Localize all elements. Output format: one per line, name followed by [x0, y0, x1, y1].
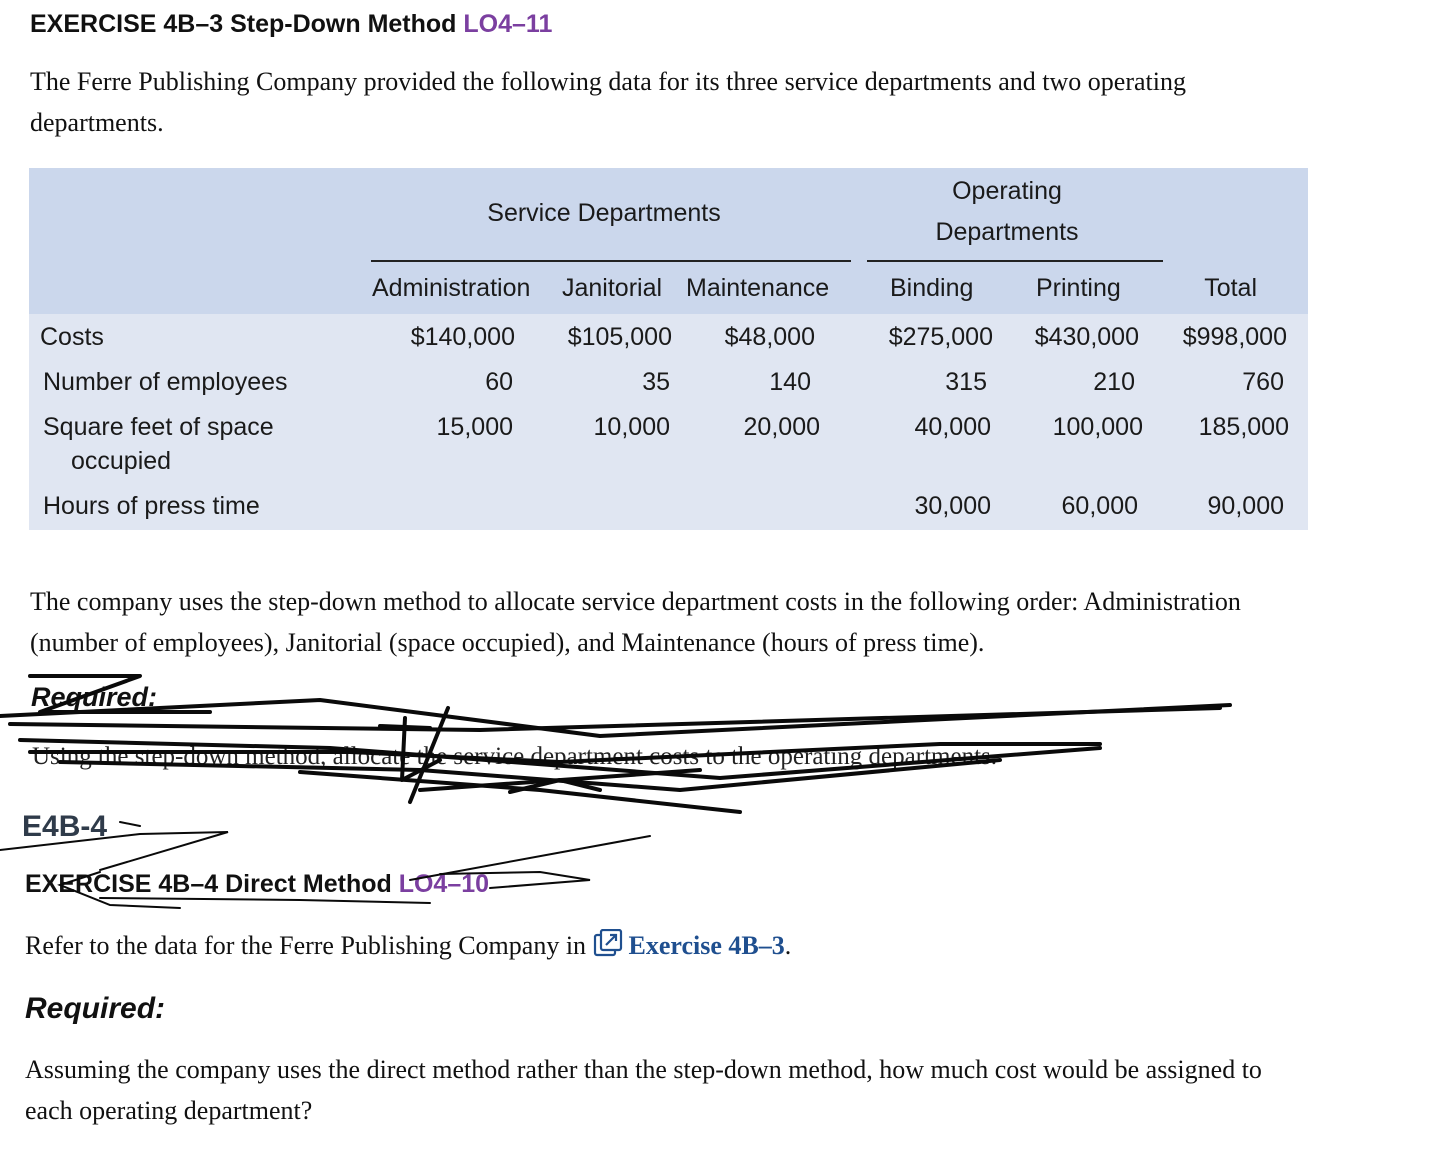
row-label-square-feet: Square feet of space — [43, 413, 274, 441]
table-cell: 60,000 — [1061, 492, 1138, 520]
exercise-4b3-heading — [30, 10, 552, 39]
col-janitorial: Janitorial — [562, 274, 663, 302]
group-service-departments: Service Departments — [487, 199, 721, 227]
table-cell: 30,000 — [914, 492, 991, 520]
col-binding: Binding — [890, 274, 974, 302]
exercise-4b3-lo: LO4–11 — [463, 10, 553, 38]
col-printing: Printing — [1036, 274, 1121, 302]
table-cell: 40,000 — [914, 413, 991, 441]
exercise-4b4-title: EXERCISE 4B–4 Direct Method — [25, 870, 392, 898]
exercise-link-label: Exercise 4B–3 — [628, 931, 785, 960]
exercise-code: E4B-4 — [22, 810, 108, 843]
table-cell: $140,000 — [410, 323, 515, 351]
table-cell: $998,000 — [1182, 323, 1287, 351]
table-cell: 760 — [1242, 368, 1284, 396]
exercise-4b4-required-text: Assuming the company uses the direct method rather than the step-down method, how much cost would be assigned to each operating department? — [25, 1055, 1262, 1125]
exercise-4b3-title: EXERCISE 4B–3 Step-Down Method — [30, 10, 457, 38]
refer-end: . — [784, 931, 792, 960]
table-cell: 315 — [945, 368, 987, 396]
exercise-4b4-heading — [25, 870, 489, 899]
table-cell: $48,000 — [724, 323, 815, 351]
exercise-link[interactable] — [593, 931, 785, 960]
external-link-icon — [593, 928, 623, 969]
row-label-costs: Costs — [40, 323, 104, 351]
row-label-press-time: Hours of press time — [43, 492, 260, 520]
table-cell: 15,000 — [436, 413, 513, 441]
data-table — [29, 168, 1308, 530]
group-operating-line2: Departments — [935, 218, 1079, 246]
table-cell: $275,000 — [888, 323, 993, 351]
exercise-4b4-required-label: Required: — [25, 992, 166, 1025]
table-cell: 210 — [1093, 368, 1135, 396]
table-cell: 140 — [769, 368, 811, 396]
operating-group-rule — [867, 260, 1163, 262]
service-group-rule — [371, 260, 851, 262]
table-cell: $430,000 — [1034, 323, 1139, 351]
refer-text: Refer to the data for the Ferre Publishing Company in — [25, 931, 587, 960]
exercise-4b3-intro: The Ferre Publishing Company provided the following data for its three service departments and two operating departments. — [30, 67, 1186, 137]
table-cell: 60 — [485, 368, 513, 396]
table-cell: 185,000 — [1198, 413, 1289, 441]
table-cell: 100,000 — [1052, 413, 1143, 441]
row-label-square-feet-cont: occupied — [71, 447, 172, 475]
exercise-4b3-required-text: Using the step-down method, allocate the service department costs to the operating departments. — [32, 743, 997, 770]
table-cell: 90,000 — [1207, 492, 1284, 520]
table-cell: $105,000 — [567, 323, 672, 351]
group-operating-line1: Operating — [952, 177, 1062, 205]
row-label-employees: Number of employees — [43, 368, 288, 396]
col-total: Total — [1204, 274, 1257, 302]
table-cell: 10,000 — [593, 413, 670, 441]
table-cell: 35 — [642, 368, 670, 396]
col-maintenance: Maintenance — [686, 274, 830, 302]
col-administration: Administration — [372, 274, 531, 302]
refer-text-line — [25, 925, 791, 969]
exercise-4b3-required-label: Required: — [31, 682, 158, 712]
exercise-4b4-lo: LO4–10 — [398, 870, 490, 898]
step-down-order-text: The company uses the step-down method to allocate service department costs in the following order: Administration (number of employees), Janitorial (space occupied), and Maintenance (hours of press time). — [30, 587, 1241, 657]
table-cell: 20,000 — [743, 413, 820, 441]
